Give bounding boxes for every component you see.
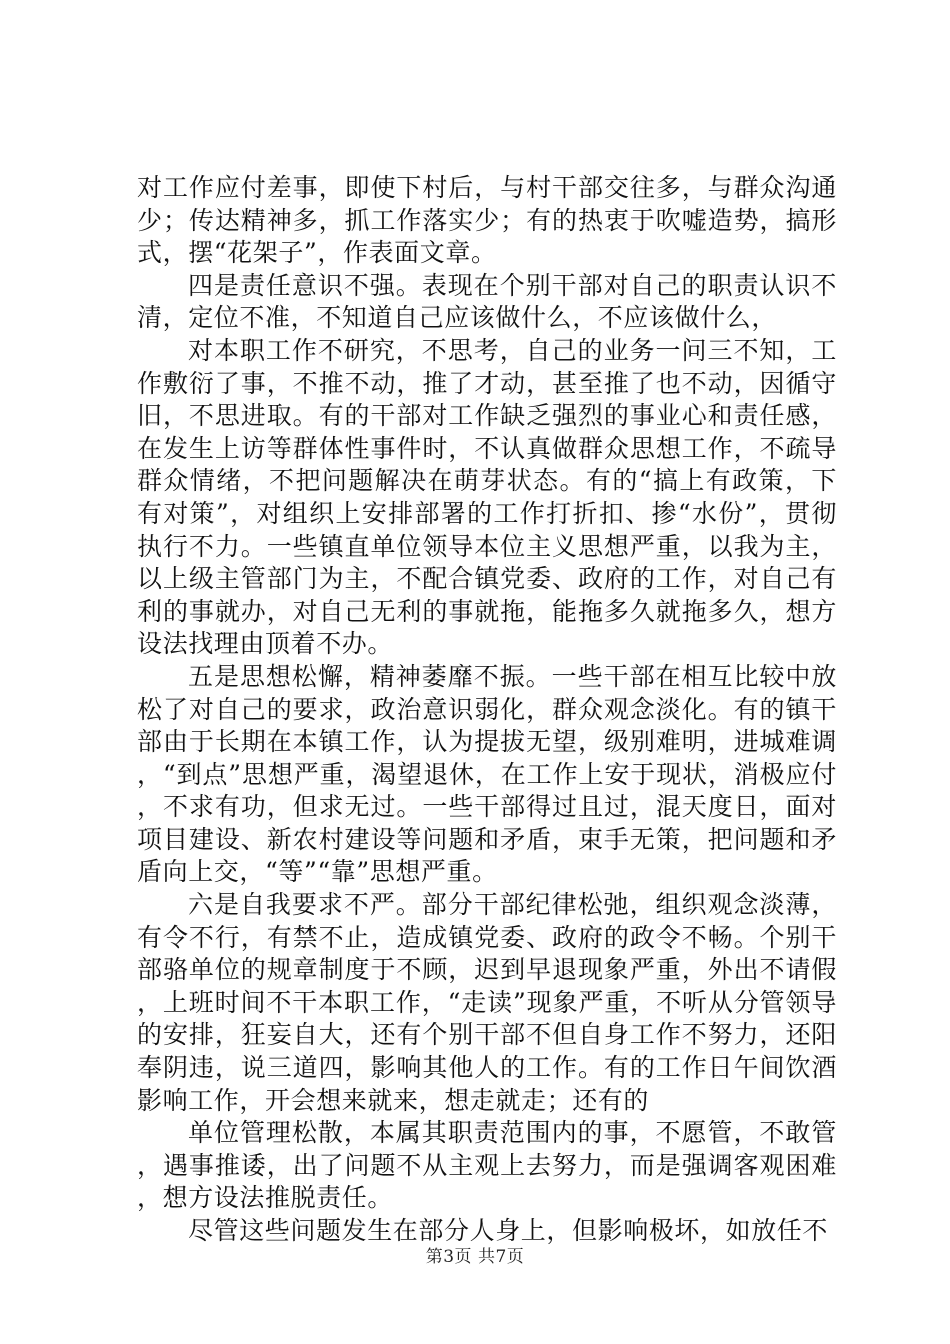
paragraph-unit-management: 单位管理松散，本属其职责范围内的事，不愿管，不敢管，遇事推诿，出了问题不从主观上去努力，而是强调客观困难，想方设法推脱责任。 bbox=[137, 1118, 837, 1213]
document-body bbox=[137, 172, 837, 1248]
paragraph-responsibility: 四是责任意识不强。表现在个别干部对自己的职责认识不清，定位不准，不知道自己应该做什么，不应该做什么， bbox=[137, 270, 837, 333]
paragraph-conclusion: 尽管这些问题发生在部分人身上，但影响极坏，如放任不 bbox=[188, 1216, 829, 1245]
paragraph-continuation: 对工作应付差事，即使下村后，与村干部交往多，与群众沟通少；传达精神多，抓工作落实少；有的热衷于吹嘘造势，搞形式，摆“花架子”，作表面文章。 bbox=[137, 173, 837, 268]
paragraph-self-discipline: 六是自我要求不严。部分干部纪律松弛，组织观念淡薄，有令不行，有禁不止，造成镇党委、政府的政令不畅。个别干部骆单位的规章制度于不顾，迟到早退现象严重，外出不请假，上班时间不干本职工作，“走读”现象严重，不听从分管领导的安排，狂妄自大，还有个别干部不但自身工作不努力，还阳奉阴违，说三道四，影响其他人的工作。有的工作日午间饮酒影响工作，开会想来就来，想走就走；还有的 bbox=[137, 890, 837, 1115]
page-number-footer: 第3页 共7页 bbox=[425, 1247, 525, 1267]
paragraph-slack-spirit: 五是思想松懈，精神萎靡不振。一些干部在相互比较中放松了对自己的要求，政治意识弱化，群众观念淡化。有的镇干部由于长期在本镇工作，认为提拔无望，级别难明，进城难调，“到点”思想严重，渴望退休，在工作上安于现状，消极应付，不求有功，但求无过。一些干部得过且过，混天度日，面对项目建设、新农村建设等问题和矛盾，束手无策，把问题和矛盾向上交，“等”“靠”思想严重。 bbox=[137, 661, 837, 887]
paragraph-work-attitude: 对本职工作不研究，不思考，自己的业务一问三不知，工作敷衍了事，不推不动，推了才动，甚至推了也不动，因循守旧，不思进取。有的干部对工作缺乏强烈的事业心和责任感，在发生上访等群体性事件时，不认真做群众思想工作，不疏导群众情绪，不把问题解决在萌芽状态。有的“搞上有政策，下有对策”，对组织上安排部署的工作打折扣、掺“水份”，贯彻执行不力。一些镇直单位领导本位主义思想严重，以我为主，以上级主管部门为主，不配合镇党委、政府的工作，对自己有利的事就办，对自己无利的事就拖，能拖多久就拖多久，想方设法找理由顶着不办。 bbox=[137, 335, 837, 659]
